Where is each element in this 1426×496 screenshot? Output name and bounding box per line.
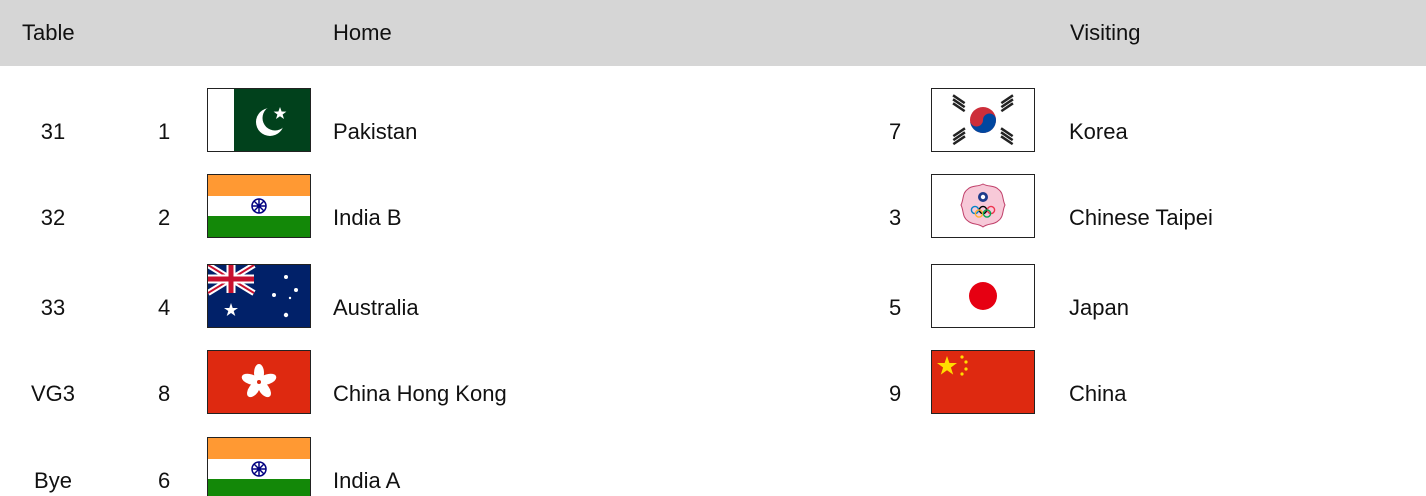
home-seed: 6 xyxy=(158,468,171,493)
table-row xyxy=(0,437,1426,496)
visiting-seed: 7 xyxy=(889,119,902,144)
table-row xyxy=(0,174,1426,262)
india-flag-icon xyxy=(207,174,311,238)
visiting-team-name: Japan xyxy=(1069,295,1129,320)
header-bar xyxy=(0,0,1426,66)
table-number: 31 xyxy=(40,119,66,144)
visiting-team-name: Korea xyxy=(1069,119,1128,144)
australia-flag-icon xyxy=(207,264,311,328)
home-team-name: China Hong Kong xyxy=(333,381,507,406)
home-seed: 1 xyxy=(158,119,171,144)
visiting-seed: 5 xyxy=(889,295,902,320)
visiting-team-name: China xyxy=(1069,381,1127,406)
home-team-name: Pakistan xyxy=(333,119,418,144)
table-number: Bye xyxy=(34,468,72,493)
table-row xyxy=(0,350,1426,438)
korea-flag-icon xyxy=(931,88,1035,152)
column-header-home: Home xyxy=(333,20,392,45)
column-header-visiting: Visiting xyxy=(1070,20,1141,45)
china-flag-icon xyxy=(931,350,1035,414)
chinese-taipei-flag-icon xyxy=(931,174,1035,238)
hong-kong-flag-icon xyxy=(207,350,311,414)
table-number: 33 xyxy=(40,295,66,320)
home-team-name: India B xyxy=(333,205,402,230)
visiting-seed: 3 xyxy=(889,205,902,230)
table-number: 32 xyxy=(40,205,66,230)
home-seed: 4 xyxy=(158,295,171,320)
home-seed: 8 xyxy=(158,381,171,406)
column-header-table: Table xyxy=(22,20,75,45)
table-row xyxy=(0,264,1426,352)
india-flag-icon xyxy=(207,437,311,496)
home-team-name: Australia xyxy=(333,295,419,320)
japan-flag-icon xyxy=(931,264,1035,328)
visiting-seed: 9 xyxy=(889,381,902,406)
table-row xyxy=(0,88,1426,176)
table-number: VG3 xyxy=(30,381,76,406)
home-seed: 2 xyxy=(158,205,171,230)
home-team-name: India A xyxy=(333,468,401,493)
pakistan-flag-icon xyxy=(207,88,311,152)
visiting-team-name: Chinese Taipei xyxy=(1069,205,1213,230)
